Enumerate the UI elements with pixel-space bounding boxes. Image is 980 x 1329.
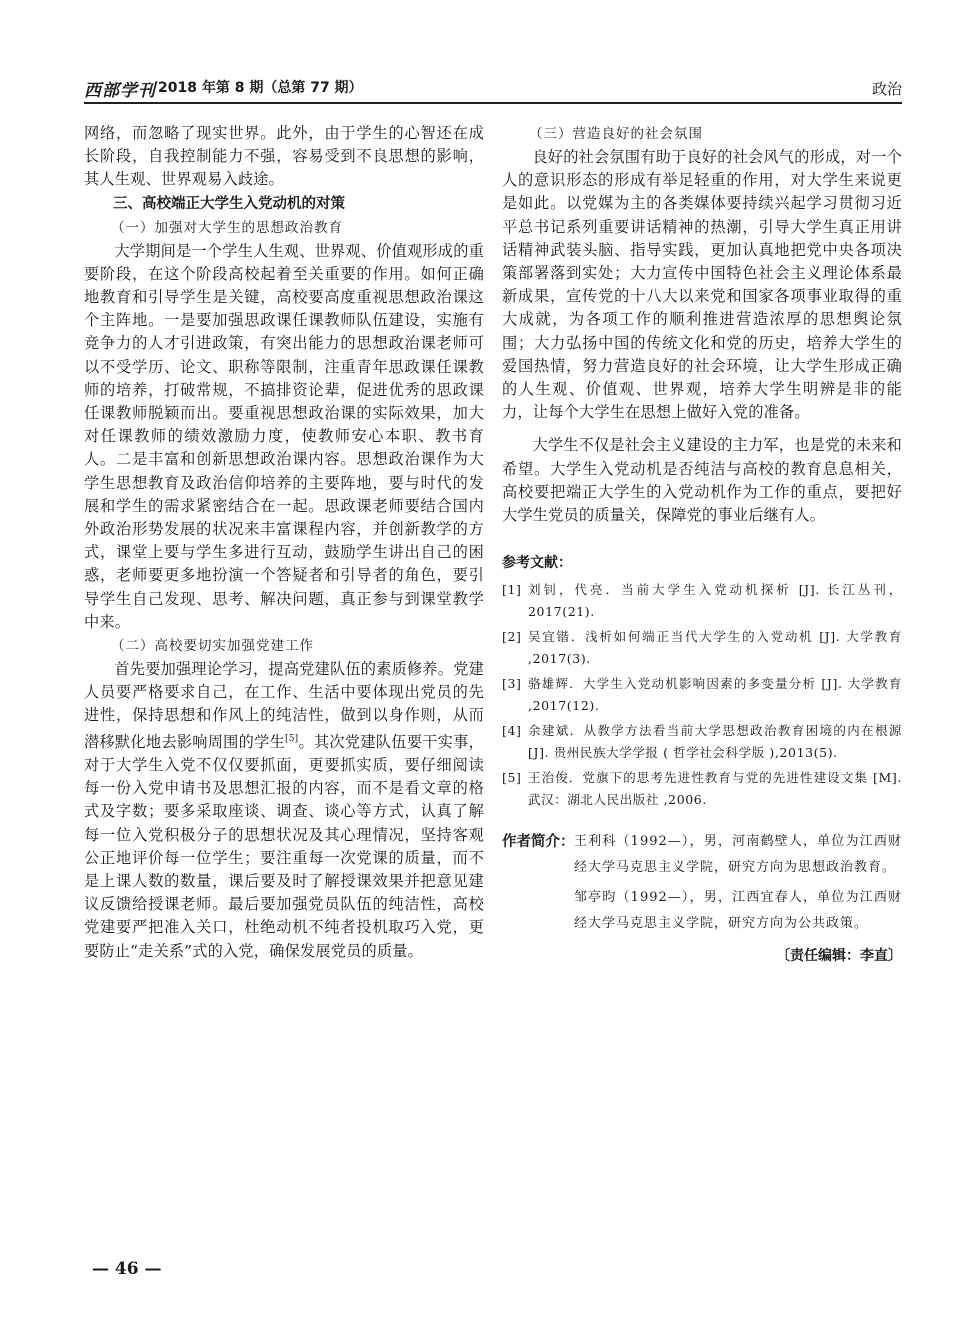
- author-bio-label: 作者简介：: [502, 834, 575, 851]
- paragraph-4: 大学生不仅是社会主义建设的主力军，也是党的未来和希望。大学生入党动机是否纯洁与高校的教育息息相关，高校要把端正大学生的入党动机作为工作的重点，要把好大学生党员的质量关，保障党的事业后继有人。: [502, 436, 902, 525]
- references: [502, 553, 902, 811]
- page-number: — 46 —: [92, 1259, 162, 1279]
- references-title: 参考文献：: [502, 555, 572, 572]
- citation-marker: [5]: [285, 733, 299, 744]
- paragraph-2-part-b: 。其次党建队伍要干实事，对于大学生入党不仅仅要抓面，更要抓实质，要仔细阅读每一份入党申请书及思想汇报的内容，而不是看文章的格式及字数；要多采取座谈、调查、谈心等方式，认真了解每一位入党积极分子的思想状况及其心理情况，坚持客观公正地评价每一位学生；要注重每一次党课的质量，而不是上课人数的数量，课后要及时了解授课效果并把意见建议反馈给授课老师。最后要加强党员队伍的纯洁性，高校党建要严把准入关口，杜绝动机不纯者投机取巧入党，更要防止“走关系”式的入党，确保发展党员的质量。: [84, 732, 484, 960]
- left-column: [84, 122, 484, 963]
- reference-item: [5] 王治俊．党旗下的思考先进性教育与党的先进性建设文集 [M]. 武汉：湖北人民出版社 ,2006.: [502, 770, 902, 808]
- journal-logo: 西部学刊: [84, 81, 156, 101]
- reference-item: [3] 骆雄辉．大学生入党动机影响因素的多变量分析 [J]. 大学教育 ,2017(12).: [502, 676, 902, 714]
- section-heading: 三、高校端正大学生入党动机的对策: [113, 195, 345, 212]
- author-bio-2: 邹亭昀（1992—），男，江西宜春人，单位为江西财经大学马克思主义学院，研究方向为公共政策。: [574, 890, 902, 932]
- paragraph-1: 大学期间是一个学生人生观、世界观、价值观形成的重要阶段，在这个阶段高校起着至关重要的作用。如何正确地教育和引导学生是关键，高校要高度重视思想政治课这个主阵地。一是要加强思政课任课教师队伍建设，实施有竞争力的人才引进政策，有突出能力的思想政治课老师可以不受学历、论文、职称等限制，注重青年思政课任课教师的培养，打破常规，不搞排资论辈，促进优秀的思政课任课教师脱颖而出。要重视思想政治课的实际效果，加大对任课教师的绩效激励力度，使教师安心本职、教书育人。二是丰富和创新思想政治课内容。思想政治课作为大学生思想教育及政治信仰培养的主要阵地，要与时代的发展和学生的需求紧密结合在一起。思政课老师要结合国内外政治形势发展的状况来丰富课程内容，并创新教学的方式，课堂上要与学生多进行互动，鼓励学生讲出自己的困惑，老师要更多地扮演一个答疑者和引导者的角色，要引导学生自己发现、思考、解决问题，真正参与到课堂教学中来。: [84, 241, 484, 631]
- section-tag: 政治: [871, 80, 902, 98]
- reference-item: [4] 余建斌．从教学方法看当前大学思想政治教育困境的内在根源 [J]. 贵州民族大学学报 ( 哲学社会科学版 ),2013(5).: [502, 723, 902, 761]
- editor-credit: 〔责任编辑：李直〕: [776, 948, 902, 965]
- issue-info: 2018 年第 8 期（总第 77 期）: [158, 80, 363, 96]
- author-bio-1: 王利科（1992—），男，河南鹤壁人，单位为江西财经大学马克思主义学院，研究方向为思想政治教育。: [574, 834, 902, 876]
- author-bio: [502, 829, 902, 937]
- subsection-heading-3: （三）营造良好的社会氛围: [529, 126, 703, 142]
- subsection-heading-1: （一）加强对大学生的思想政治教育: [111, 219, 343, 236]
- reference-item: [2] 吴宜锴．浅析如何端正当代大学生的入党动机 [J]. 大学教育 ,2017(3).: [502, 629, 902, 667]
- reference-item: [1] 刘钊，代亮．当前大学生入党动机探析 [J]. 长江丛刊，2017(21).: [502, 582, 902, 620]
- paragraph-continued: 网络，而忽略了现实世界。此外，由于学生的心智还在成长阶段，自我控制能力不强，容易受到不良思想的影响，其人生观、世界观易入歧途。: [84, 124, 484, 189]
- paragraph-3: 良好的社会氛围有助于良好的社会风气的形成，对一个人的意识形态的形成有举足轻重的作用，对大学生来说更是如此。以党媒为主的各类媒体要持续兴起学习贯彻习近平总书记系列重要讲话精神的热潮，引导大学生真正用讲话精神武装头脑、指导实践，更加认真地把党中央各项决策部署落到实处；大力宣传中国特色社会主义理论体系最新成果，宣传党的十八大以来党和国家各项事业取得的重大成就，为各项工作的顺利推进营造浓厚的思想舆论氛围；大力弘扬中国的传统文化和党的历史，培养大学生的爱国热情，努力营造良好的社会环境，让大学生形成正确的人生观、价值观、世界观，培养大学生明辨是非的能力，让每个大学生在思想上做好入党的准备。: [502, 148, 902, 422]
- subsection-heading-2: （二）高校要切实加强党建工作: [111, 638, 314, 655]
- paragraph-2-part-a: 首先要加强理论学习，提高党建队伍的素质修养。党建人员要严格要求自己，在工作、生活中要体现出党员的先进性，保持思想和作风上的纯洁性，做到以身作则，从而潜移默化地去影响周围的学生: [84, 660, 484, 751]
- right-column: [502, 122, 902, 965]
- paragraph-2: [84, 658, 484, 963]
- page-header: [84, 76, 902, 104]
